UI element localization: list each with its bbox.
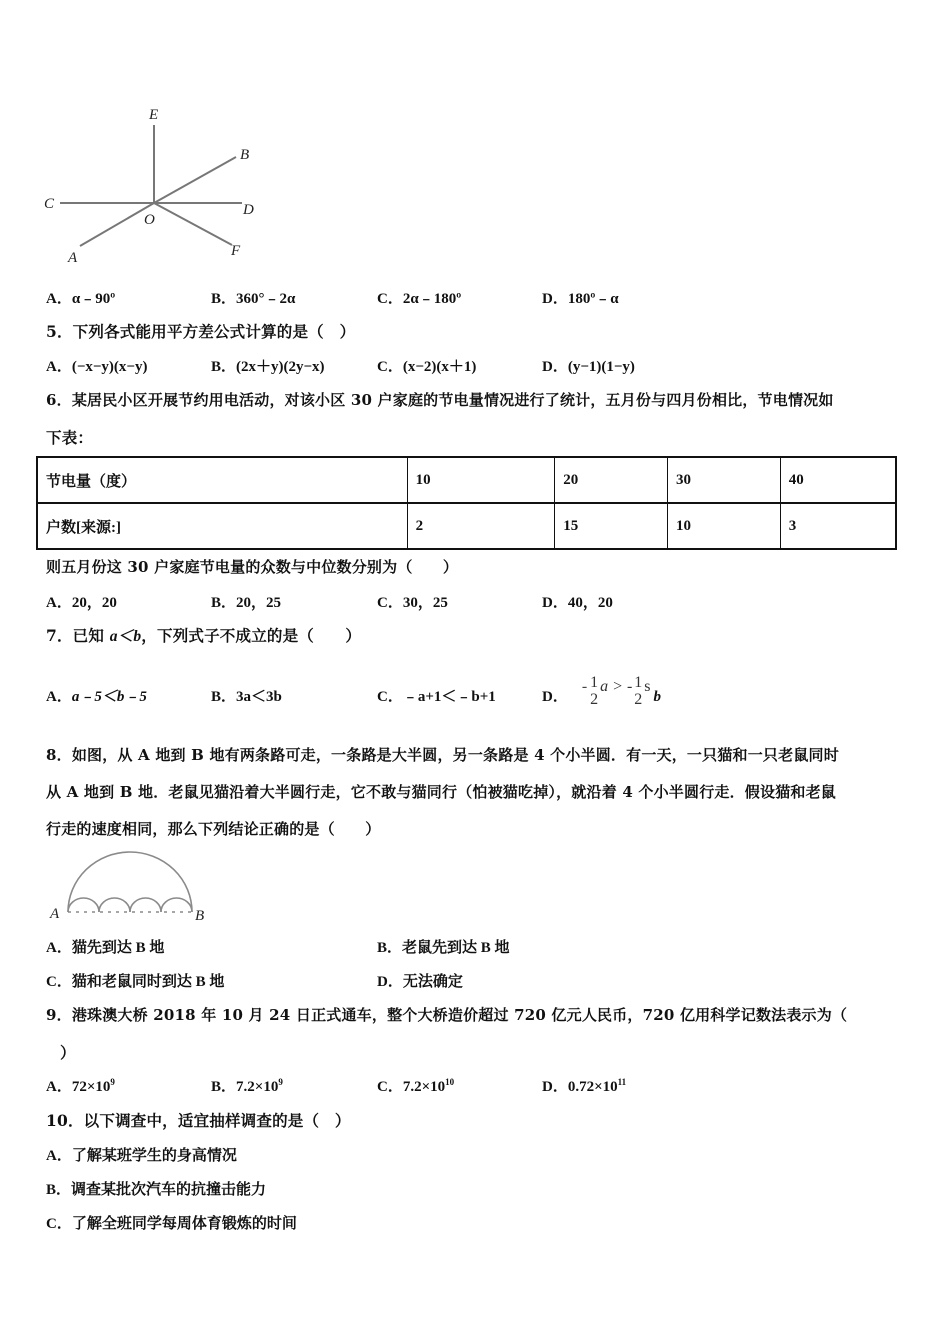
q5-option-b[interactable]: B．(2x＋y)(2y−x)	[211, 359, 325, 375]
q7-option-b[interactable]: B．3a＜3b	[211, 689, 282, 705]
q10-stem: 10．以下调查中，适宜抽样调查的是（ ）	[46, 1111, 351, 1130]
q5-stem: 5．下列各式能用平方差公式计算的是（ ）	[46, 322, 356, 341]
table-cell: 15	[555, 503, 668, 549]
q10-option-b[interactable]: B．调查某批次汽车的抗撞击能力	[46, 1182, 267, 1198]
table-cell: 节电量（度）	[37, 457, 407, 503]
q9-option-d[interactable]: D．$0.72\times 10^{11}$	[542, 1077, 627, 1095]
q6-question: 则五月份这 30 户家庭节电量的众数与中位数分别为（ ）	[46, 558, 459, 576]
label-d: D	[243, 202, 254, 218]
table-cell: 30	[667, 457, 780, 503]
q4-option-b[interactable]: B．360°﹣2α	[211, 291, 296, 307]
label-b: B	[195, 908, 205, 924]
q8-stem-line3: 行走的速度相同，那么下列结论正确的是（ ）	[46, 820, 381, 838]
table-cell: 40	[780, 457, 896, 503]
table-cell: 户数[来源:]	[37, 503, 407, 549]
q8-option-c[interactable]: C．猫和老鼠同时到达 B 地	[46, 974, 225, 990]
q5-option-c[interactable]: C．(x−2)(x＋1)	[377, 359, 477, 375]
q10-option-c[interactable]: C．了解全班同学每周体育锻炼的时间	[46, 1216, 297, 1232]
fraction-half: 1 2	[634, 674, 643, 708]
table-row	[37, 457, 896, 503]
q6-option-a[interactable]: A．20，20	[46, 595, 117, 611]
q7-stem: 7．已知 a＜b，下列式子不成立的是（ ）	[46, 626, 362, 645]
label-a: A	[50, 906, 60, 922]
q4-option-d[interactable]: D．180º﹣α	[542, 291, 619, 307]
q8-stem-line1: 8．如图，从 A 地到 B 地有两条路可走，一条路是大半圆，另一条路是 4 个小半圆．有一天，一只猫和一只老鼠同时	[46, 746, 839, 764]
q9-stem-line1: 9．港珠澳大桥 2018 年 10 月 24 日正式通车，整个大桥造价超过 720 亿元人民币，720 亿用科学记数法表示为（	[46, 1006, 848, 1024]
q7-option-c[interactable]: C．﹣a+1＜﹣b+1	[377, 689, 496, 705]
q9-option-b[interactable]: B．$7.2\times 10^9$	[211, 1077, 283, 1095]
label-b: B	[240, 147, 250, 163]
q10-option-a[interactable]: A．了解某班学生的身高情况	[46, 1148, 237, 1164]
energy-saving-table	[36, 456, 897, 550]
q7-option-d[interactable]: D． - 1 2 a > - 1 2 s b	[542, 674, 662, 708]
q6-stem-line2: 下表：	[46, 428, 94, 447]
q8-option-d[interactable]: D．无法确定	[377, 974, 463, 990]
table-row	[37, 503, 896, 549]
q9-option-a[interactable]: A．$72\times 10^9$	[46, 1077, 115, 1095]
table-cell: 2	[407, 503, 555, 549]
table-cell: 10	[667, 503, 780, 549]
q9-stem-line2: ）	[60, 1043, 76, 1062]
q5-option-a[interactable]: A．(−x−y)(x−y)	[46, 359, 148, 375]
q6-option-c[interactable]: C．30，25	[377, 595, 448, 611]
label-e: E	[149, 107, 159, 123]
q6-option-d[interactable]: D．40，20	[542, 595, 613, 611]
table-cell: 20	[555, 457, 668, 503]
q5-option-d[interactable]: D．(y−1)(1−y)	[542, 359, 635, 375]
semicircle-paths-figure	[40, 840, 220, 925]
q6-stem-line1: 6．某居民小区开展节约用电活动，对该小区 30 户家庭的节电量情况进行了统计，五月份与四月份相比，节电情况如	[46, 391, 834, 409]
label-f: F	[231, 243, 241, 259]
label-o: O	[144, 212, 155, 228]
label-c: C	[44, 196, 55, 212]
q4-option-a[interactable]: A．α﹣90º	[46, 291, 116, 307]
q8-option-b[interactable]: B．老鼠先到达 B 地	[377, 940, 510, 956]
q4-option-c[interactable]: C．2α﹣180º	[377, 291, 462, 307]
table-cell: 3	[780, 503, 896, 549]
q9-option-c[interactable]: C．$7.2\times 10^{10}$	[377, 1077, 455, 1095]
q8-stem-line2: 从 A 地到 B 地．老鼠见猫沿着大半圆行走，它不敢与猫同行（怕被猫吃掉），就沿着 4 个小半圆行走．假设猫和老鼠	[46, 783, 836, 801]
q6-option-b[interactable]: B．20，25	[211, 595, 282, 611]
label-a: A	[68, 250, 78, 266]
q7-option-a[interactable]: A．a﹣5＜b﹣5	[46, 689, 147, 705]
angle-rays-figure	[30, 100, 280, 270]
table-cell: 10	[407, 457, 555, 503]
q8-option-a[interactable]: A．猫先到达 B 地	[46, 940, 165, 956]
fraction-half: 1 2	[590, 674, 599, 708]
